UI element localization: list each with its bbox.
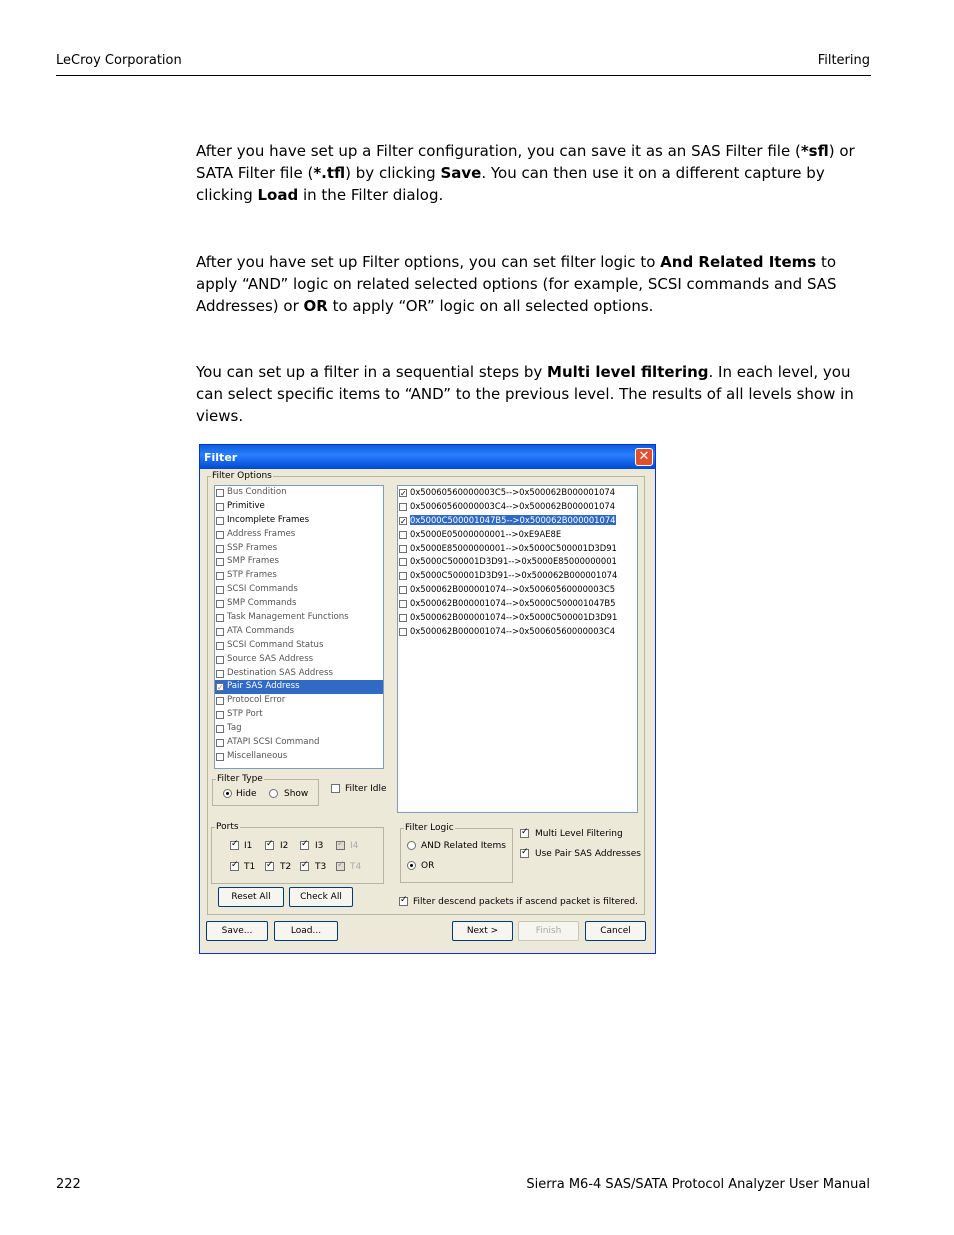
header-section: Filtering xyxy=(817,53,870,68)
ports-label: Ports xyxy=(216,822,239,832)
cancel-button[interactable]: Cancel xyxy=(585,921,646,941)
port-i3-checkbox[interactable] xyxy=(300,841,309,850)
checkbox[interactable] xyxy=(399,628,407,636)
option-label: ATAPI SCSI Command xyxy=(227,737,320,748)
port-i4-checkbox[interactable] xyxy=(336,841,345,850)
close-icon[interactable]: ✕ xyxy=(635,448,653,466)
filter-idle-label: Filter Idle xyxy=(345,784,387,794)
pair-item[interactable] xyxy=(398,555,637,569)
option-ata-commands[interactable] xyxy=(215,625,383,639)
ports-group xyxy=(211,822,384,884)
pair-item[interactable] xyxy=(398,528,637,542)
option-label: SMP Commands xyxy=(227,598,297,609)
pair-item[interactable] xyxy=(398,569,637,583)
filter-idle-checkbox[interactable] xyxy=(331,784,340,793)
multi-level-label: Multi Level Filtering xyxy=(535,829,623,839)
option-ssp-frames[interactable] xyxy=(215,542,383,556)
pair-label: 0x5000C500001D3D91-->0x500062B000001074 xyxy=(410,570,618,581)
p3-text-1: You can set up a filter in a sequential steps by xyxy=(196,363,548,381)
option-miscellaneous[interactable] xyxy=(215,750,383,764)
option-label: SCSI Commands xyxy=(227,584,298,595)
checkbox[interactable] xyxy=(216,642,224,650)
pair-item[interactable] xyxy=(398,500,637,514)
option-label: STP Port xyxy=(227,709,263,720)
pair-label: 0x50060560000003C5-->0x500062B000001074 xyxy=(410,487,616,497)
p1-bold-load: Load xyxy=(257,186,299,204)
p1-text-4: . You can then use it on a different capture by clicking xyxy=(196,164,825,204)
p1-text-2: ) or SATA Filter file ( xyxy=(196,142,855,182)
pair-label: 0x500062B000001074-->0x50060560000003C5 xyxy=(410,584,616,595)
checkbox[interactable] xyxy=(216,697,224,705)
reset-all-button[interactable]: Reset All xyxy=(218,887,284,907)
checkbox[interactable] xyxy=(399,614,407,622)
option-address-frames[interactable] xyxy=(215,528,383,542)
port-t3-checkbox[interactable] xyxy=(300,862,309,871)
dialog-titlebar xyxy=(200,445,655,469)
option-label: ATA Commands xyxy=(227,625,295,636)
check-all-button[interactable]: Check All xyxy=(289,887,353,907)
checkbox[interactable] xyxy=(399,586,407,594)
dialog-title: Filter xyxy=(204,451,238,464)
checkbox[interactable] xyxy=(216,517,224,525)
option-label: Bus Condition xyxy=(227,487,287,497)
or-radio[interactable] xyxy=(407,861,416,870)
p2-text-1: After you have set up Filter options, you can set filter logic to xyxy=(196,253,661,271)
option-protocol-error[interactable] xyxy=(215,694,383,708)
checkbox[interactable] xyxy=(399,572,407,580)
show-label: Show xyxy=(284,789,309,799)
checkbox[interactable] xyxy=(399,531,407,539)
checkbox[interactable] xyxy=(399,503,407,511)
checkbox[interactable] xyxy=(216,725,224,733)
pair-label: 0x5000C500001047B5-->0x500062B000001074 xyxy=(410,514,616,525)
option-source-sas-address[interactable] xyxy=(215,653,383,667)
pair-label: 0x500062B000001074-->0x5000C500001047B5 xyxy=(410,598,616,609)
port-i1-label: I1 xyxy=(244,841,253,851)
option-label: Incomplete Frames xyxy=(227,514,310,525)
checkbox[interactable] xyxy=(216,503,224,511)
p1-text-1: After you have set up a Filter configuration, you can save it as an SAS Filter file ( xyxy=(196,142,801,160)
option-label: Pair SAS Address xyxy=(227,681,300,692)
p2-text-3: to apply “OR” logic on all selected options. xyxy=(327,297,654,315)
port-i2-label: I2 xyxy=(280,841,289,851)
pair-label: 0x5000C500001D3D91-->0x5000E85000000001 xyxy=(410,556,617,567)
option-label: Primitive xyxy=(227,500,265,511)
p1-text-5: in the Filter dialog. xyxy=(298,186,444,204)
checkbox[interactable] xyxy=(216,558,224,566)
p1-text-3: ) by clicking xyxy=(345,164,441,182)
and-related-radio[interactable] xyxy=(407,841,416,850)
checkbox[interactable] xyxy=(216,683,224,691)
pair-item[interactable] xyxy=(398,514,637,528)
checkbox[interactable] xyxy=(216,600,224,608)
option-destination-sas-address[interactable] xyxy=(215,667,383,681)
checkbox[interactable] xyxy=(216,586,224,594)
filter-dialog xyxy=(199,444,656,954)
manual-title: Sierra M6-4 SAS/SATA Protocol Analyzer User Manual xyxy=(526,1177,870,1192)
port-i4-label: I4 xyxy=(350,841,359,851)
port-t4-checkbox[interactable] xyxy=(336,862,345,871)
option-task-management[interactable] xyxy=(215,611,383,625)
p2-text-2: to apply “AND” logic on related selected options (for example, SCSI commands and SAS Addresses) or xyxy=(196,253,837,315)
checkbox[interactable] xyxy=(216,711,224,719)
use-pair-label: Use Pair SAS Addresses xyxy=(535,849,641,859)
option-label: Protocol Error xyxy=(227,695,286,706)
save-button[interactable]: Save... xyxy=(206,921,268,941)
p3-text-2: . In each level, you can select specific items to “AND” to the previous level. The results of all levels show in views. xyxy=(196,363,854,425)
option-label: Task Management Functions xyxy=(227,612,349,623)
p2-bold-or: OR xyxy=(303,297,328,315)
option-label: Tag xyxy=(227,723,242,734)
option-label: Destination SAS Address xyxy=(227,667,333,678)
load-button[interactable]: Load... xyxy=(274,921,338,941)
p1-bold-save: Save xyxy=(440,164,482,182)
pair-item[interactable] xyxy=(398,583,637,597)
port-t1-label: T1 xyxy=(244,862,256,872)
option-scsi-commands[interactable] xyxy=(215,583,383,597)
option-label: STP Frames xyxy=(227,570,277,581)
port-i1-checkbox[interactable] xyxy=(230,841,239,850)
checkbox[interactable] xyxy=(399,558,407,566)
filter-options-list[interactable] xyxy=(214,485,384,769)
checkbox[interactable] xyxy=(216,739,224,747)
checkbox[interactable] xyxy=(216,572,224,580)
next-button[interactable]: Next > xyxy=(452,921,513,941)
p1-bold-tfl: *.tfl xyxy=(313,164,346,182)
filter-logic-label: Filter Logic xyxy=(405,823,454,833)
paragraph-filter-logic xyxy=(196,251,872,317)
port-t3-label: T3 xyxy=(315,862,327,872)
pair-label: 0x500062B000001074-->0x50060560000003C4 xyxy=(410,625,616,636)
option-smp-commands[interactable] xyxy=(215,597,383,611)
pair-address-list[interactable] xyxy=(397,485,638,813)
option-label: SSP Frames xyxy=(227,542,278,553)
port-t1-checkbox[interactable] xyxy=(230,862,239,871)
pair-label: 0x5000E05000000001-->0xE9AE8E xyxy=(410,528,562,539)
pair-item[interactable] xyxy=(398,611,637,625)
option-scsi-command-status[interactable] xyxy=(215,639,383,653)
checkbox[interactable] xyxy=(399,517,407,525)
p2-bold-and: And Related Items xyxy=(660,253,817,271)
pair-label: 0x500062B000001074-->0x5000C500001D3D91 xyxy=(410,612,618,623)
filter-type-label: Filter Type xyxy=(217,774,263,784)
pair-item[interactable] xyxy=(398,625,637,639)
checkbox[interactable] xyxy=(216,753,224,761)
checkbox[interactable] xyxy=(399,545,407,553)
paragraph-save-load xyxy=(196,140,872,206)
show-radio[interactable] xyxy=(269,789,278,798)
pair-item[interactable] xyxy=(398,486,637,500)
filter-logic-group xyxy=(400,823,513,883)
finish-button[interactable]: Finish xyxy=(518,921,579,941)
pair-label: 0x50060560000003C4-->0x500062B000001074 xyxy=(410,500,616,511)
checkbox[interactable] xyxy=(399,600,407,608)
checkbox[interactable] xyxy=(216,656,224,664)
paragraph-multi-level xyxy=(196,361,872,427)
option-label: Address Frames xyxy=(227,528,296,539)
hide-label: Hide xyxy=(236,789,257,799)
option-label: SCSI Command Status xyxy=(227,639,324,650)
checkbox[interactable] xyxy=(216,628,224,636)
option-bus-condition[interactable] xyxy=(215,486,383,500)
or-label: OR xyxy=(421,861,435,871)
p3-bold-multi: Multi level filtering xyxy=(547,363,709,381)
pair-label: 0x5000E85000000001-->0x5000C500001D3D91 xyxy=(410,542,617,553)
checkbox[interactable] xyxy=(216,670,224,678)
pair-item[interactable] xyxy=(398,542,637,556)
pair-item[interactable] xyxy=(398,597,637,611)
filter-descend-checkbox[interactable] xyxy=(399,897,408,906)
page-number: 222 xyxy=(56,1177,81,1192)
option-label: Miscellaneous xyxy=(227,750,288,761)
option-primitive[interactable] xyxy=(215,500,383,514)
port-t2-label: T2 xyxy=(280,862,292,872)
port-t4-label: T4 xyxy=(350,862,362,872)
option-stp-port[interactable] xyxy=(215,708,383,722)
checkbox[interactable] xyxy=(216,614,224,622)
option-label: SMP Frames xyxy=(227,556,280,567)
multi-level-checkbox[interactable] xyxy=(520,829,529,838)
filter-options-label: Filter Options xyxy=(212,471,272,481)
option-incomplete-frames[interactable] xyxy=(215,514,383,528)
option-tag[interactable] xyxy=(215,722,383,736)
option-stp-frames[interactable] xyxy=(215,569,383,583)
header-company: LeCroy Corporation xyxy=(56,53,182,68)
and-related-label: AND Related Items xyxy=(421,841,506,851)
option-smp-frames[interactable] xyxy=(215,555,383,569)
filter-descend-label: Filter descend packets if ascend packet is filtered. xyxy=(413,897,638,907)
use-pair-checkbox[interactable] xyxy=(520,849,529,858)
p1-bold-sfl: *sfl xyxy=(800,142,829,160)
checkbox[interactable] xyxy=(216,545,224,553)
header-rule xyxy=(56,75,871,76)
option-atapi-scsi-command[interactable] xyxy=(215,736,383,750)
port-t2-checkbox[interactable] xyxy=(265,862,274,871)
checkbox[interactable] xyxy=(399,489,407,497)
option-pair-sas-address[interactable] xyxy=(215,680,383,694)
checkbox[interactable] xyxy=(216,531,224,539)
port-i2-checkbox[interactable] xyxy=(265,841,274,850)
port-i3-label: I3 xyxy=(315,841,324,851)
hide-radio[interactable] xyxy=(223,789,232,798)
checkbox[interactable] xyxy=(216,489,224,497)
option-label: Source SAS Address xyxy=(227,653,314,664)
